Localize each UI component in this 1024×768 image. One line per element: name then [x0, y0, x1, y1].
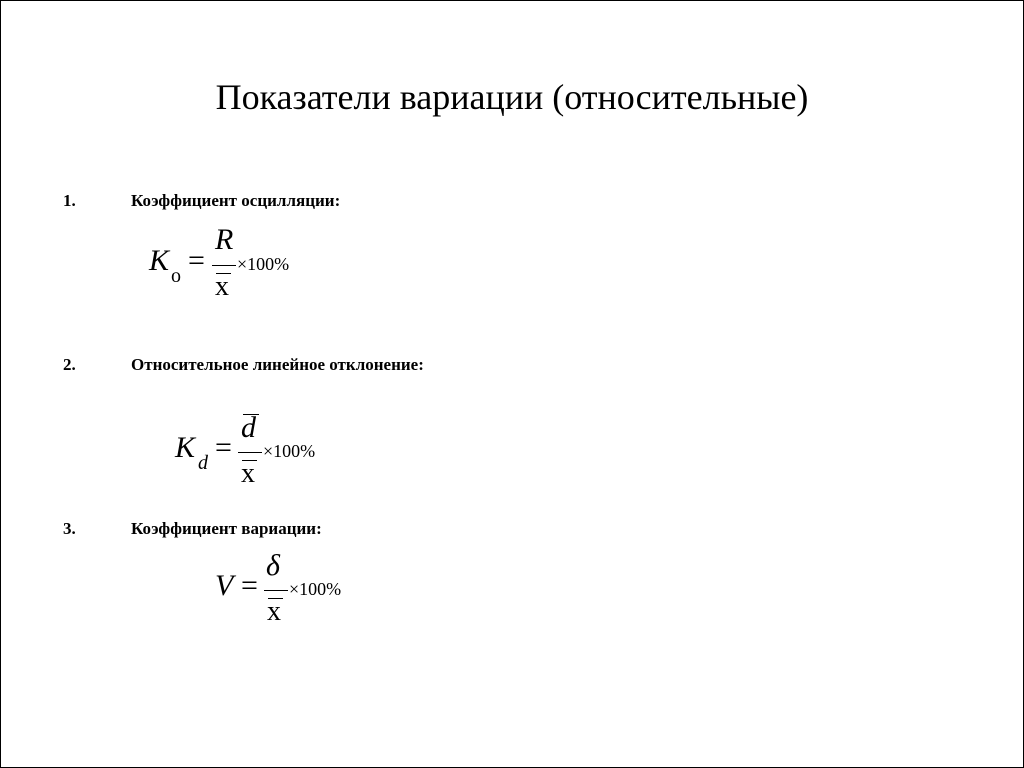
formula-3-numerator: δ — [266, 549, 280, 582]
formula-2-lhs-symbol: K — [175, 431, 196, 464]
formula-1-denominator: x — [215, 271, 229, 302]
formula-1-fraction-bar — [212, 265, 236, 266]
formula-2-fraction-bar — [238, 452, 262, 453]
item-2-label: Относительное линейное отклонение: — [131, 355, 424, 374]
item-2-number: 2. — [63, 355, 76, 374]
item-1-label: Коэффициент осцилляции: — [131, 191, 341, 210]
item-3-label: Коэффициент вариации: — [131, 519, 322, 538]
formula-1-multiplier: ×100% — [237, 254, 290, 274]
formula-3-fraction-bar — [264, 590, 288, 591]
formula-1-equals: = — [188, 244, 205, 277]
formula-2-denominator: x — [241, 458, 255, 489]
formula-3-lhs-symbol: V — [215, 569, 234, 602]
slide-title: Показатели вариации (относительные) — [215, 77, 809, 117]
formula-1-lhs-subscript: о — [171, 265, 181, 287]
formula-2-equals: = — [215, 431, 232, 464]
item-1-number: 1. — [63, 191, 76, 210]
formula-3-denominator: x — [267, 596, 281, 627]
formula-2-multiplier: ×100% — [263, 441, 316, 461]
item-3-number: 3. — [63, 519, 76, 538]
formula-3-equals: = — [241, 569, 258, 602]
formula-1-numerator: R — [215, 223, 234, 256]
formula-2-numerator: d — [241, 411, 256, 444]
formula-1-lhs-symbol: K — [149, 244, 170, 277]
formula-3-multiplier: ×100% — [289, 579, 342, 599]
formula-2-lhs-subscript: d — [198, 452, 208, 474]
